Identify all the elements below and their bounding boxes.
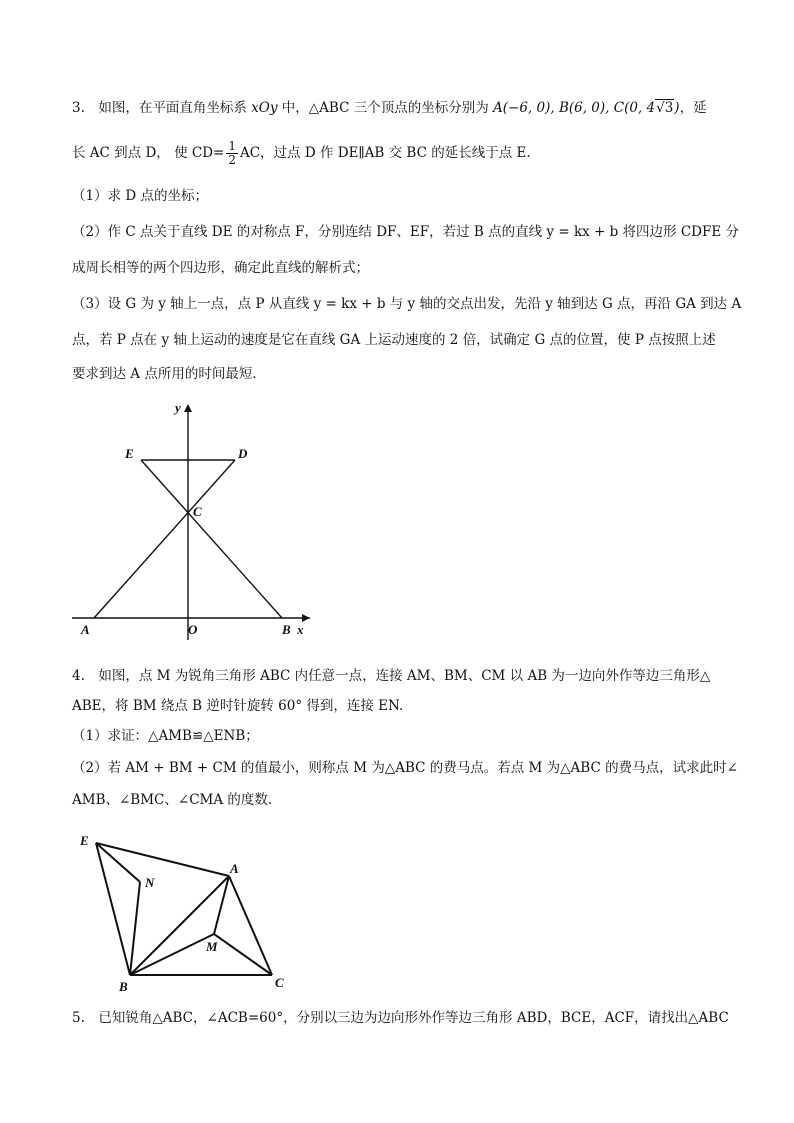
q3-part-3b: 点，若 P 点在 y 轴上运动的速度是它在直线 GA 上运动速度的 2 倍，试确定 G 点的位置，使 P 点按照上述 — [72, 332, 716, 348]
q3-fraction: $\frac{1}{2}$ — [228, 139, 236, 167]
segment-ea — [96, 843, 229, 876]
q4-part-2b: AMB、∠BMC、∠CMA 的度数. — [72, 792, 273, 808]
q3-text-2b: AC，过点 D 作 DE∥AB 交 BC 的延长线于点 E. — [239, 145, 531, 161]
segment-ma — [214, 876, 229, 934]
q3-text-1c: ，延 — [679, 100, 707, 116]
q4-part-2a: （2）若 AM + BM + CM 的值最小，则称点 M 为△ABC 的费马点。若点 M 为△ABC 的费马点，试求此时∠ — [72, 760, 738, 776]
x-axis-arrow — [302, 614, 310, 622]
q3-part-2b: 成周长相等的两个四边形，确定此直线的解析式； — [72, 260, 369, 276]
q3-text-1b: 中，△ABC 三个顶点的坐标分别为 — [277, 100, 493, 116]
label-a4: A — [230, 861, 239, 876]
q3-part-2a: （2）作 C 点关于直线 DE 的对称点 F，分别连结 DF、EF，若过 B 点的直线 y = kx + b 将四边形 CDFE 分 — [72, 224, 740, 240]
q3-xoy: xOy — [251, 100, 278, 116]
label-d: D — [238, 446, 248, 461]
label-c: C — [193, 504, 202, 519]
q3-sqrt3: √3 — [656, 100, 674, 116]
q3-coords: A(−6, 0), B(6, 0), C(0, 4 — [493, 100, 656, 116]
q3-part-1: （1）求 D 点的坐标； — [72, 188, 208, 204]
q3-text-2a: 长 AC 到点 D， 使 CD= — [72, 145, 225, 161]
label-o: O — [188, 622, 198, 637]
segment-mc — [214, 934, 272, 975]
segment-be — [141, 460, 282, 618]
q3-part-3a: （3）设 G 为 y 轴上一点，点 P 从直线 y = kx + b 与 y 轴的交点出发，先沿 y 轴到达 G 点，再沿 GA 到达 A — [72, 296, 742, 312]
label-a: A — [81, 622, 90, 637]
label-x: x — [297, 622, 304, 637]
q3-part-3c: 要求到达 A 点所用的时间最短． — [72, 366, 266, 382]
label-b: B — [282, 622, 291, 637]
segment-ac — [229, 876, 272, 975]
q3-line-1 — [72, 98, 707, 118]
segment-ad — [94, 460, 235, 618]
label-b4: B — [119, 979, 128, 994]
label-n4: N — [145, 875, 155, 890]
q4-line-2: ABE，将 BM 绕点 B 逆时针旋转 60° 得到，连接 EN. — [72, 698, 404, 714]
label-y: y — [175, 400, 181, 415]
q3-coords-end: ) — [674, 100, 680, 116]
q3-text-1a: 3. 如图，在平面直角坐标系 — [72, 100, 252, 116]
segment-eb — [96, 843, 130, 975]
segment-nb — [130, 882, 140, 975]
label-e: E — [125, 446, 134, 461]
q4-line-1: 4. 如图，点 M 为锐角三角形 ABC 内任意一点，连接 AM、BM、CM 以 AB 为一边向外作等边三角形△ — [72, 668, 711, 684]
label-e4: E — [80, 833, 89, 848]
q4-part-1: （1）求证：△AMB≌△ENB； — [72, 728, 259, 744]
segment-en — [96, 843, 140, 882]
label-c4: C — [275, 975, 284, 990]
segment-ba — [130, 876, 229, 975]
q5-line-1: 5. 已知锐角△ABC，∠ACB=60°，分别以三边为边向形外作等边三角形 ABD，BCE，ACF，请找出△ABC — [72, 1010, 729, 1026]
label-m4: M — [206, 939, 218, 954]
y-axis-arrow — [184, 404, 192, 412]
segment-bm — [130, 934, 214, 975]
q3-line-2 — [72, 140, 531, 167]
